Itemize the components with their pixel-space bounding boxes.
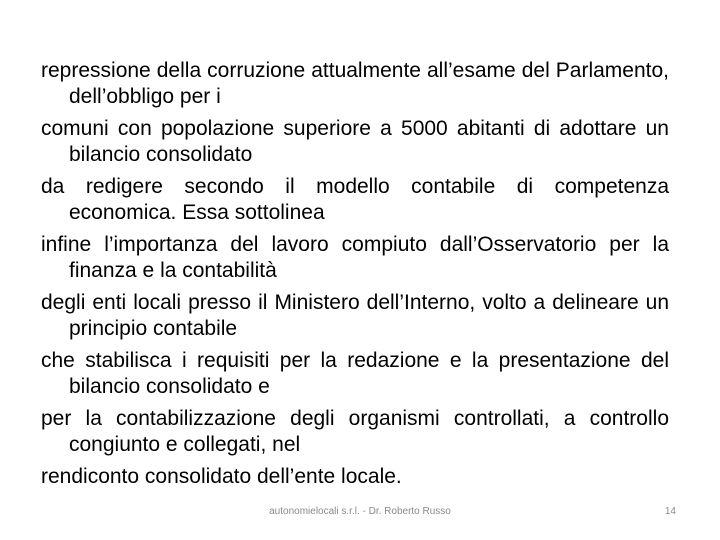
paragraph: rendiconto consolidato dell’ente locale.: [41, 465, 402, 488]
footer-text: autonomielocali s.r.l. - Dr. Roberto Russo: [269, 506, 451, 517]
paragraph: repressione della corruzione attualmente all’esame del Parlamento, dell’obbligo per i: [41, 59, 669, 108]
paragraph: comuni con popolazione superiore a 5000 abitanti di adottare un bilancio consolidato: [41, 117, 669, 166]
page-number: 14: [664, 506, 676, 517]
paragraph: che stabilisca i requisiti per la redazione e la presentazione del bilancio consolidato e: [41, 349, 669, 398]
paragraph: infine l’importanza del lavoro compiuto dall’Osservatorio per la finanza e la contabilità: [41, 233, 669, 282]
paragraph: degli enti locali presso il Ministero dell’Interno, volto a delineare un principio contabile: [41, 291, 669, 340]
paragraph: per la contabilizzazione degli organismi controllati, a controllo congiunto e collegati, nel: [41, 407, 669, 456]
paragraph: da redigere secondo il modello contabile di competenza economica. Essa sottolinea: [41, 175, 669, 224]
slide-body: [41, 58, 669, 496]
